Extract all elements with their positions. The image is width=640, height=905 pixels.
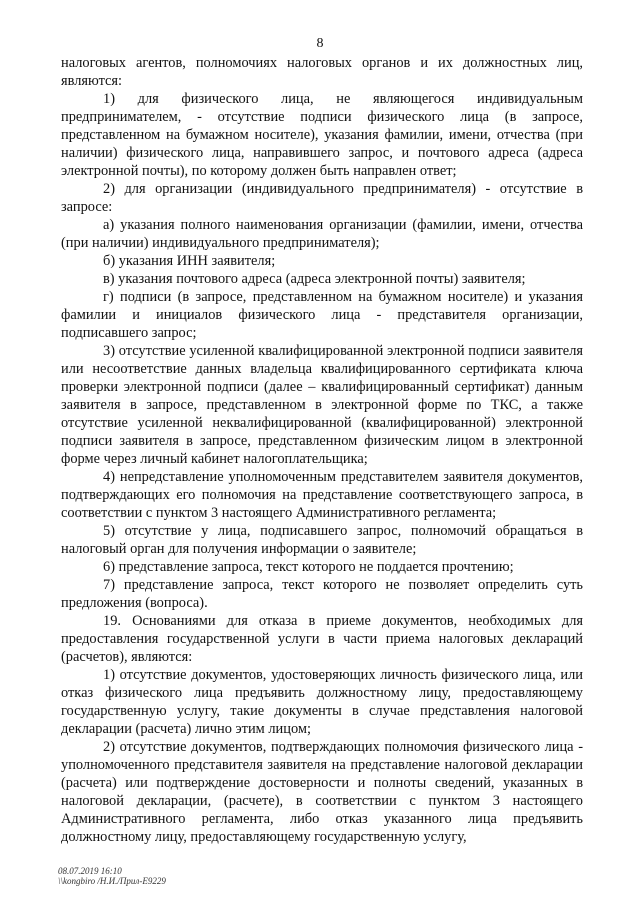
- paragraph-subitem-v: в) указания почтового адреса (адреса электронной почты) заявителя;: [103, 271, 526, 287]
- paragraph-item-6: 6) представление запроса, текст которого не поддается прочтению;: [103, 559, 514, 575]
- paragraph-subitem-a: а) указания полного наименования организации (фамилии, имени, отчества (при наличии) индивидуального предпринимателя);: [61, 217, 583, 251]
- paragraph-item-3: 3) отсутствие усиленной квалифицированной электронной подписи заявителя или несоответствие данных владельца квалифицированного сертификата ключа проверки электронной подписи (далее – квалифицированный сертификат) данным заявителя в запросе, представленном в электронной форме по ТКС, а также отсутствие усиленной неквалифицированной (квалифицированной) электронной подписи заявителя в запросе, представленном физическим лицом в электронной форме через личный кабинет налогоплательщика;: [61, 343, 583, 467]
- paragraph-section-19: 19. Основаниями для отказа в приеме документов, необходимых для предоставления государственной услуги в части приема налоговых деклараций (расчетов), являются:: [61, 613, 583, 665]
- footer-timestamp: 08.07.2019 16:10: [58, 866, 122, 876]
- paragraph-item-4: 4) непредставление уполномоченным представителем заявителя документов, подтверждающих его полномочия на представление соответствующего запроса, в соответствии с пунктом 3 настоящего Административного регламента;: [61, 469, 583, 521]
- paragraph-section-19-item-1: 1) отсутствие документов, удостоверяющих личность физического лица, или отказ физического лица предъявить должностному лицу, предоставляющему государственную услугу, такие документы в случае представления налоговой декларации (расчета) лично этим лицом;: [61, 667, 583, 737]
- paragraph-item-1: 1) для физического лица, не являющегося индивидуальным предпринимателем, - отсутствие подписи физического лица (в запросе, представленном на бумажном носителе), указания фамилии, имени, отчества (при наличии) физического лица, направившего запрос, и почтового адреса (адреса электронной почты), по которому должен быть направлен ответ;: [61, 91, 583, 179]
- paragraph-subitem-b: б) указания ИНН заявителя;: [103, 253, 276, 269]
- paragraph-intro: налоговых агентов, полномочиях налоговых органов и их должностных лиц, являются:: [61, 55, 583, 89]
- paragraph-section-19-item-2: 2) отсутствие документов, подтверждающих полномочия физического лица - уполномоченного представителя заявителя на представление налоговой декларации (расчета) или подтверждение достоверности и полноты сведений, указанных в налоговой декларации, (расчете), в соответствии с пунктом 3 настоящего Административного регламента, либо отказ указанного лица предъявить должностному лицу, предоставляющему государственную услугу,: [61, 739, 583, 845]
- document-body: [61, 54, 583, 846]
- paragraph-item-2: 2) для организации (индивидуального предпринимателя) - отсутствие в запросе:: [61, 181, 583, 215]
- paragraph-item-5: 5) отсутствие у лица, подписавшего запрос, полномочий обращаться в налоговый орган для получения информации о заявителе;: [61, 523, 583, 557]
- page-number: 8: [316, 36, 324, 51]
- paragraph-subitem-g: г) подписи (в запросе, представленном на бумажном носителе) и указания фамилии и инициалов физического лица - представителя организации, подписавшего запрос;: [61, 289, 583, 341]
- footer-file-path: \\kongbiro /Н.И./Прил-E9229: [58, 876, 166, 886]
- paragraph-item-7: 7) представление запроса, текст которого не позволяет определить суть предложения (вопроса).: [61, 577, 583, 611]
- document-footer: [58, 866, 166, 886]
